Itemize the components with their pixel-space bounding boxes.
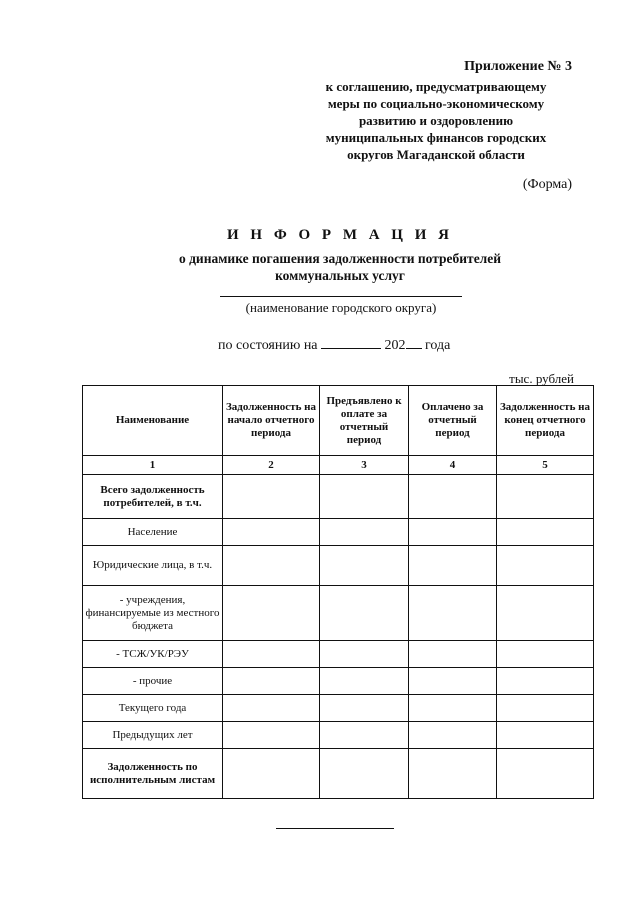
column-number: 4 <box>409 456 497 475</box>
empty-value-cell[interactable] <box>223 695 320 722</box>
empty-value-cell[interactable] <box>223 546 320 586</box>
empty-value-cell[interactable] <box>320 475 409 519</box>
empty-value-cell[interactable] <box>497 586 594 641</box>
table-header-row <box>83 386 594 456</box>
row-label: Задолженность по исполнительным листам <box>83 749 223 799</box>
empty-value-cell[interactable] <box>497 641 594 668</box>
empty-value-cell[interactable] <box>497 546 594 586</box>
row-label: Всего задолженность потребителей, в т.ч. <box>83 475 223 519</box>
empty-value-cell[interactable] <box>497 475 594 519</box>
date-blank <box>321 336 381 349</box>
table-row <box>83 695 594 722</box>
empty-value-cell[interactable] <box>320 546 409 586</box>
row-label: Предыдущих лет <box>83 722 223 749</box>
year-blank <box>406 336 422 349</box>
empty-value-cell[interactable] <box>409 475 497 519</box>
table-row <box>83 641 594 668</box>
column-number: 5 <box>497 456 594 475</box>
table-row <box>83 519 594 546</box>
document-title: И Н Ф О Р М А Ц И Я <box>227 227 453 243</box>
table-row <box>83 749 594 799</box>
column-number: 3 <box>320 456 409 475</box>
as-of-prefix: по состоянию на <box>218 338 318 353</box>
empty-value-cell[interactable] <box>223 668 320 695</box>
table-row <box>83 722 594 749</box>
form-label: (Форма) <box>522 177 572 192</box>
empty-value-cell[interactable] <box>409 749 497 799</box>
empty-value-cell[interactable] <box>320 695 409 722</box>
appendix-line: меры по социально-экономическому <box>327 96 545 111</box>
column-header: Оплачено за отчетный период <box>409 386 497 456</box>
empty-value-cell[interactable] <box>409 722 497 749</box>
empty-value-cell[interactable] <box>497 695 594 722</box>
empty-value-cell[interactable] <box>223 641 320 668</box>
row-label: Юридические лица, в т.ч. <box>83 546 223 586</box>
row-label: - учреждения, финансируемые из местного бюджета <box>83 586 223 641</box>
appendix-block <box>300 58 572 163</box>
table-row <box>83 586 594 641</box>
row-label: - прочие <box>83 668 223 695</box>
column-number-row <box>83 456 594 475</box>
table-row <box>83 546 594 586</box>
empty-value-cell[interactable] <box>320 668 409 695</box>
appendix-line: округов Магаданской области <box>347 147 525 162</box>
appendix-line: развитию и оздоровлению <box>358 113 514 128</box>
empty-value-cell[interactable] <box>409 668 497 695</box>
year-prefix: 202 <box>384 338 406 353</box>
empty-value-cell[interactable] <box>223 586 320 641</box>
empty-value-cell[interactable] <box>320 641 409 668</box>
subtitle-line: о динамике погашения задолженности потребителей <box>178 251 502 266</box>
as-of-suffix: года <box>425 338 451 353</box>
column-number: 1 <box>83 456 223 475</box>
empty-value-cell[interactable] <box>223 475 320 519</box>
empty-value-cell[interactable] <box>497 519 594 546</box>
empty-value-cell[interactable] <box>320 519 409 546</box>
empty-value-cell[interactable] <box>320 749 409 799</box>
appendix-title: Приложение № 3 <box>464 59 572 74</box>
empty-value-cell[interactable] <box>320 586 409 641</box>
district-caption: (наименование городского округа) <box>245 300 437 315</box>
appendix-line: муниципальных финансов городских <box>325 130 547 145</box>
column-header: Наименование <box>83 386 223 456</box>
column-header: Задолженность на конец отчетного периода <box>497 386 594 456</box>
units-label: тыс. рублей <box>509 371 574 386</box>
table-row <box>83 475 594 519</box>
empty-value-cell[interactable] <box>497 668 594 695</box>
empty-value-cell[interactable] <box>320 722 409 749</box>
empty-value-cell[interactable] <box>409 546 497 586</box>
empty-value-cell[interactable] <box>409 586 497 641</box>
empty-value-cell[interactable] <box>497 749 594 799</box>
empty-value-cell[interactable] <box>223 749 320 799</box>
table-body <box>83 475 594 799</box>
empty-value-cell[interactable] <box>409 695 497 722</box>
document-subtitle <box>0 250 640 284</box>
empty-value-cell[interactable] <box>497 722 594 749</box>
as-of-date-line <box>218 336 450 354</box>
table-row <box>83 668 594 695</box>
empty-value-cell[interactable] <box>223 722 320 749</box>
district-name-blank <box>220 296 462 297</box>
empty-value-cell[interactable] <box>409 519 497 546</box>
row-label: Население <box>83 519 223 546</box>
column-number: 2 <box>223 456 320 475</box>
debt-table <box>82 385 594 799</box>
closing-rule <box>276 828 394 829</box>
empty-value-cell[interactable] <box>409 641 497 668</box>
column-header: Задолженность на начало отчетного периода <box>223 386 320 456</box>
appendix-line: к соглашению, предусматривающему <box>325 79 547 94</box>
column-header: Предъявлено к оплате за отчетный период <box>320 386 409 456</box>
subtitle-line: коммунальных услуг <box>275 268 405 283</box>
row-label: Текущего года <box>83 695 223 722</box>
empty-value-cell[interactable] <box>223 519 320 546</box>
row-label: - ТСЖ/УК/РЭУ <box>83 641 223 668</box>
